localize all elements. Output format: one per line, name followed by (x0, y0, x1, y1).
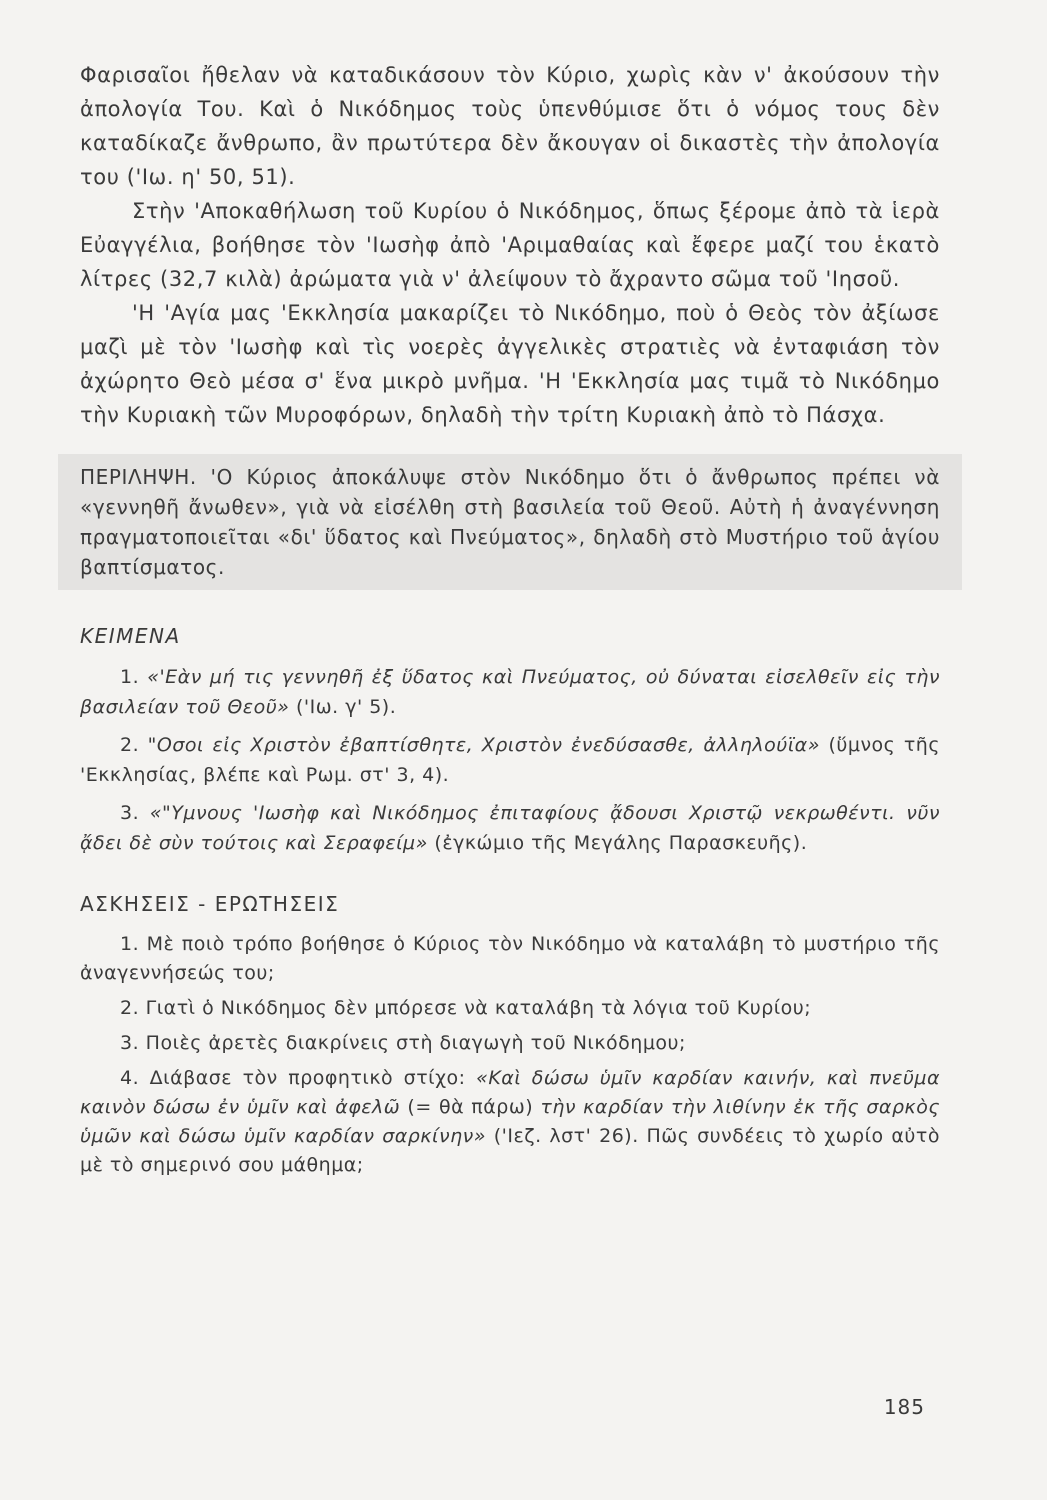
question-4-ref: ('Ιεζ. λστ' 26). Πῶς συνδέεις τὸ χωρίο αὐτὸ μὲ τὸ σημερινό σου μάθημα; (80, 1125, 940, 1176)
exercises-heading: ΑΣΚΗΣΕΙΣ - ΕΡΩΤΗΣΕΙΣ (80, 892, 340, 916)
question-1: 1. Μὲ ποιὸ τρόπο βοήθησε ὁ Κύριος τὸν Νικόδημο νὰ καταλάβη τὸ μυστήριο τῆς ἀναγεννήσεώς του; (80, 933, 940, 984)
text-item-3-number: 3. (120, 802, 140, 824)
body-paragraph-1: Φαρισαῖοι ἤθελαν νὰ καταδικάσουν τὸν Κύριο, χωρὶς κὰν ν' ἀκούσουν τὴν ἀπολογία Του. Καὶ ὁ Νικόδημος τοὺς ὑπενθύμισε ὅτι ὁ νόμος τους δὲν καταδίκαζε ἄνθρωπο, ἂν πρωτύτερα δὲν ἄκουγαν οἱ δικαστὲς τὴν ἀπολογία του ('Ιω. η' 50, 51). (80, 63, 940, 189)
question-4-quote-a: «Καὶ δώσω ὑμῖν καρδίαν καινήν, καὶ πνεῦμα καινὸν δώσω ἐν ὑμῖν καὶ ἀφελῶ (80, 1067, 940, 1118)
text-item-2-ref: (ὕμνος τῆς 'Εκκλησίας, βλέπε καὶ Ρωμ. στ' 3, 4). (80, 734, 940, 786)
question-4 (80, 1064, 940, 1180)
text-item-1 (80, 662, 940, 722)
text-item-1-ref: ('Ιω. γ' 5). (295, 696, 397, 718)
text-item-2-quote: "Οσοι εἰς Χριστὸν ἐβαπτίσθητε, Χριστὸν ἐνεδύσασθε, ἀλληλούϊα» (147, 734, 820, 756)
question-4-lead: 4. Διάβασε τὸν προφητικὸ στίχο: (120, 1067, 466, 1089)
question-2: 2. Γιατὶ ὁ Νικόδημος δὲν μπόρεσε νὰ καταλάβη τὰ λόγια τοῦ Κυρίου; (120, 997, 812, 1019)
question-3: 3. Ποιὲς ἀρετὲς διακρίνεις στὴ διαγωγὴ τοῦ Νικόδημου; (120, 1032, 686, 1054)
text-item-3 (80, 798, 940, 858)
texts-heading: ΚΕΙΜΕΝΑ (80, 624, 181, 648)
question-4-quote-b: τὴν καρδίαν τὴν λιθίνην ἐκ τῆς σαρκὸς ὑμῶν καὶ δώσω ὑμῖν καρδίαν σαρκίνην» (80, 1096, 940, 1147)
text-item-3-quote: «"Υμνους 'Ιωσὴφ καὶ Νικόδημος ἐπιταφίους ᾄδουσι Χριστῷ νεκρωθέντι. νῦν ᾄδει δὲ σὺν τούτοις καὶ Σεραφείμ» (80, 802, 940, 854)
body-paragraph-2: Στὴν 'Αποκαθήλωση τοῦ Κυρίου ὁ Νικόδημος, ὅπως ξέρομε ἀπὸ τὰ ἱερὰ Εὐαγγέλια, βοήθησε τὸν 'Ιωσὴφ ἀπὸ 'Αριμαθαίας καὶ ἔφερε μαζί του ἑκατὸ λίτρες (32,7 κιλὰ) ἀρώματα γιὰ ν' ἀλείψουν τὸ ἄχραντο σῶμα τοῦ 'Ιησοῦ. (80, 199, 940, 291)
page-number: 185 (883, 1395, 925, 1419)
text-item-1-number: 1. (120, 666, 140, 688)
text-item-1-quote: «'Εὰν μή τις γεννηθῆ ἐξ ὕδατος καὶ Πνεύματος, οὐ δύναται εἰσελθεῖν εἰς τὴν βασιλείαν τοῦ Θεοῦ» (80, 666, 940, 718)
summary-text: ΠΕΡΙΛΗΨΗ. 'Ο Κύριος ἀποκάλυψε στὸν Νικόδημο ὅτι ὁ ἄνθρωπος πρέπει νὰ «γεννηθῆ ἄνωθεν», γιὰ νὰ εἰσέλθη στὴ βασιλεία τοῦ Θεοῦ. Αὐτὴ ἡ ἀναγέννηση πραγματοποιεῖται «δι' ὕδατος καὶ Πνεύματος», δηλαδὴ στὸ Μυστήριο τοῦ ἁγίου βαπτίσματος. (80, 465, 940, 579)
page-content (80, 58, 940, 1186)
summary-box (58, 454, 962, 590)
text-item-3-ref: (ἐγκώμιο τῆς Μεγάλης Παρασκευῆς). (434, 832, 808, 854)
body-paragraph-3: 'Η 'Αγία μας 'Εκκλησία μακαρίζει τὸ Νικόδημο, ποὺ ὁ Θεὸς τὸν ἀξίωσε μαζὶ μὲ τὸν 'Ιωσὴφ καὶ τὶς νοερὲς ἀγγελικὲς στρατιὲς νὰ ἐνταφιάση τὸν ἀχώρητο Θεὸ μέσα σ' ἕνα μικρὸ μνῆμα. 'Η 'Εκκλησία μας τιμᾶ τὸ Νικόδημο τὴν Κυριακὴ τῶν Μυροφόρων, δηλαδὴ τὴν τρίτη Κυριακὴ ἀπὸ τὸ Πάσχα. (80, 301, 940, 427)
text-item-2-number: 2. (120, 734, 140, 756)
question-4-gloss: (= θὰ πάρω) (407, 1096, 534, 1118)
text-item-2 (80, 730, 940, 790)
